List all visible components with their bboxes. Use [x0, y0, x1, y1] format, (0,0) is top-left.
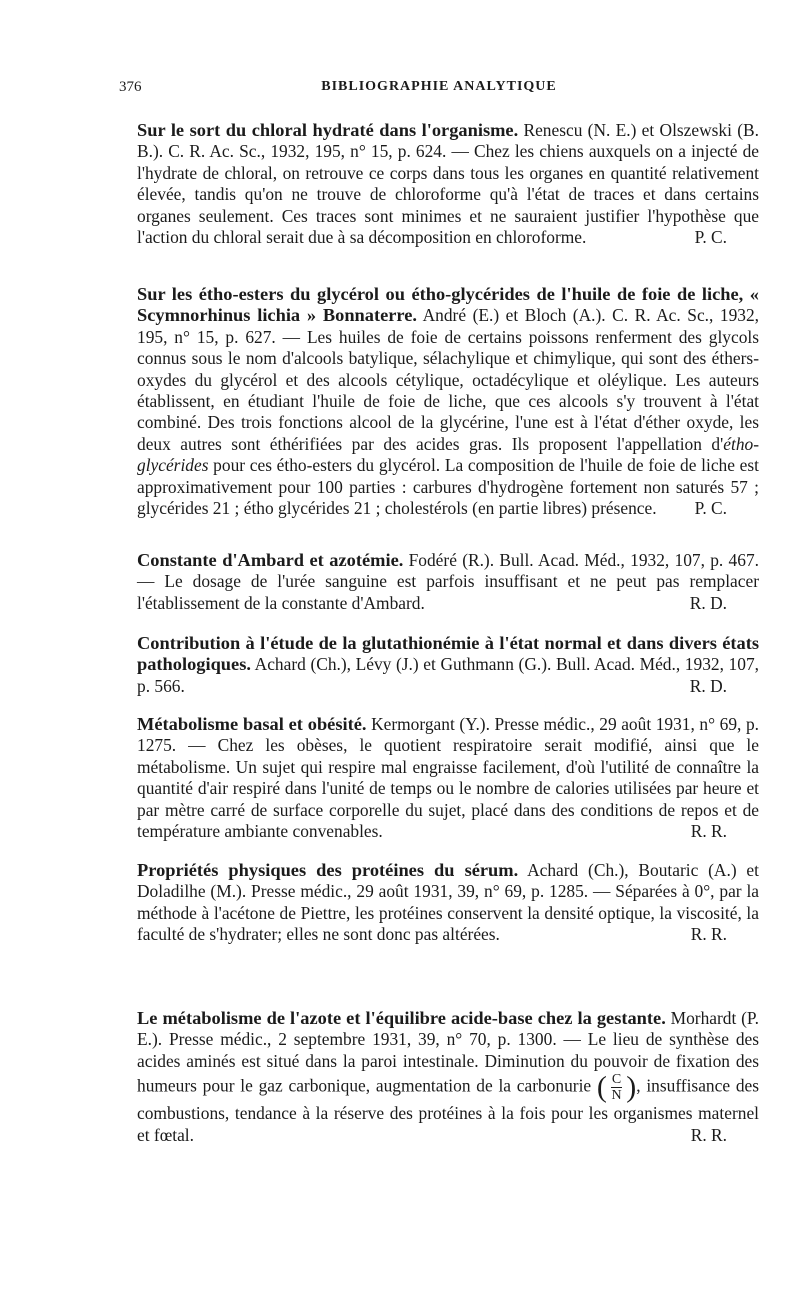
- entry-body: Séparées à 0°, par la méthode à l'acétone de Piettre, les protéines conservent la densité optique, la viscosité, la faculté de s'hydrater; elles ne sont donc pas altérées.: [137, 881, 759, 945]
- entry-title: Contribution à l'étude de la glutathionémie à l'état normal et dans divers états pathologiques.: [137, 633, 759, 675]
- entry-title: Le métabolisme de l'azote et l'équilibre acide-base chez la gestante.: [137, 1008, 666, 1028]
- abstract-entry: [137, 714, 759, 842]
- entry-body: Le lieu de synthèse des acides aminés est situé dans la paroi intestinale. Diminution du pouvoir de fixation des humeurs pour le gaz carbonique, augmentation de la carbonurie: [137, 1029, 759, 1096]
- entry-body-continued: , insuffisance des combustions, tendance à la réserve des protéines à la fois pour les organismes maternel et fœtal.: [137, 1075, 759, 1145]
- entry-title: Propriétés physiques des protéines du sérum.: [137, 860, 519, 880]
- entry-body-continued: pour ces étho-esters du glycérol. La composition de l'huile de foie de liche est approximativement pour 100 parties : carbures d'hydrogène fortement non saturés 57 ; glycérides 21 ; étho glycérides 21 ; cholestérols (en partie libres) présence.: [137, 455, 759, 519]
- entry-body: Le dosage de l'urée sanguine est parfois insuffisant et ne peut pas remplacer l'établissement de la constante d'Ambard.: [137, 571, 759, 613]
- entry-title: Métabolisme basal et obésité.: [137, 714, 367, 734]
- abstract-entry: Le métabolisme de l'azote et l'équilibre acide-base chez la gestante. Morhardt (P. E.). Presse médic., 2 septembre 1931, 39, n° 70, p. 1300. — Le lieu de synthèse des acides aminés est situé dans la paroi intestinale. Diminution du pouvoir de fixation des humeurs pour le gaz carbonique, augmentation de la carbonurie ( $\frac{C}{N}$ ), insuffisance des combustions, tendance à la réserve des protéines à la fois pour les organismes maternel et fœtal. R. R.: [137, 1008, 759, 1145]
- entry-reference: Renescu (N. E.) et Olszewski (B. B.). C. R. Ac. Sc., 1932, 195, n° 15, p. 624. —: [137, 120, 759, 162]
- running-title: BIBLIOGRAPHIE ANALYTIQUE: [321, 79, 557, 94]
- entry-title: Sur les étho-esters du glycérol ou étho-glycérides de l'huile de foie de liche, « Scymnorhinus lichia » Bonnaterre.: [137, 284, 759, 326]
- entry-initials: R. R.: [690, 924, 727, 945]
- entry-initials: R. D.: [689, 675, 727, 696]
- entry-initials: R. R.: [690, 1124, 727, 1145]
- abstract-entry: [137, 284, 759, 519]
- entry-body: Les huiles de foie de certains poissons renferment des glycols connus sous le nom d'alcools batylique, sélachylique et chimylique, qui sont des éthers-oxydes du glycérol et des alcools cétylique, octadécylique et oléylique. Les auteurs établissent, en étudiant l'huile de foie de liche, que ces alcools s'y trouvent à l'état combiné. Des trois fonctions alcool de la glycérine, l'une est à l'état d'éther oxyde, les deux autres sont éthérifiées par des acides gras. Ils proposent l'appellation d': [137, 326, 759, 454]
- page-number: 376: [119, 79, 142, 95]
- entry-body: Chez les chiens auxquels on a injecté de l'hydrate de chloral, on retrouve ce corps dans tous les organes en quantité relativement élevée, tandis qu'on ne trouve de chloroforme qu'à l'état de traces et dans certains organes seulement. Ces traces sont minimes et ne sauraient justifier l'hypothèse que l'action du chloral serait due à sa décomposition en chloroforme.: [137, 141, 759, 248]
- entry-body-italic: étho-glycérides: [137, 433, 759, 476]
- carbonuria-fraction: [611, 1072, 622, 1103]
- entry-initials: R. D.: [689, 592, 727, 613]
- entry-reference: Fodéré (R.). Bull. Acad. Méd., 1932, 107, p. 467. —: [137, 550, 759, 592]
- abstract-entry: [137, 860, 759, 946]
- fraction-denominator: N: [611, 1088, 622, 1104]
- abstract-entry: [137, 633, 759, 697]
- fraction-numerator: C: [611, 1072, 622, 1088]
- page-header: [119, 79, 759, 101]
- entry-title: Sur le sort du chloral hydraté dans l'organisme.: [137, 120, 519, 140]
- entry-reference: Morhardt (P. E.). Presse médic., 2 septembre 1931, 39, n° 70, p. 1300. —: [137, 1008, 759, 1050]
- entry-reference: Kermorgant (Y.). Presse médic., 29 août 1931, n° 69, p. 1275. —: [137, 714, 759, 756]
- entry-reference: Achard (Ch.), Boutaric (A.) et Doladilhe (M.). Presse médic., 29 août 1931, 39, n° 69, p. 1285. —: [137, 860, 759, 902]
- entry-reference: Achard (Ch.), Lévy (J.) et Guthmann (G.). Bull. Acad. Méd., 1932, 107, p. 566.: [137, 654, 759, 696]
- entry-initials: P. C.: [694, 227, 727, 248]
- abstract-entry: [137, 120, 759, 248]
- entry-initials: P. C.: [694, 498, 727, 519]
- entry-title: Constante d'Ambard et azotémie.: [137, 550, 404, 570]
- abstract-entry: [137, 550, 759, 614]
- entry-body: Chez les obèses, le quotient respiratoire serait modifié, ainsi que le métabolisme. Un sujet qui respire mal engraisse facilement, d'où l'utilité de connaître la quantité d'air respiré dans l'unité de temps ou le nombre de calories utilisées par heure et par mètre carré de surface corporelle du sujet, placé dans des conditions de repos et de température ambiante convenables.: [137, 735, 759, 842]
- entry-initials: R. R.: [690, 821, 727, 842]
- entry-reference: André (E.) et Bloch (A.). C. R. Ac. Sc., 1932, 195, n° 15, p. 627. —: [137, 305, 760, 347]
